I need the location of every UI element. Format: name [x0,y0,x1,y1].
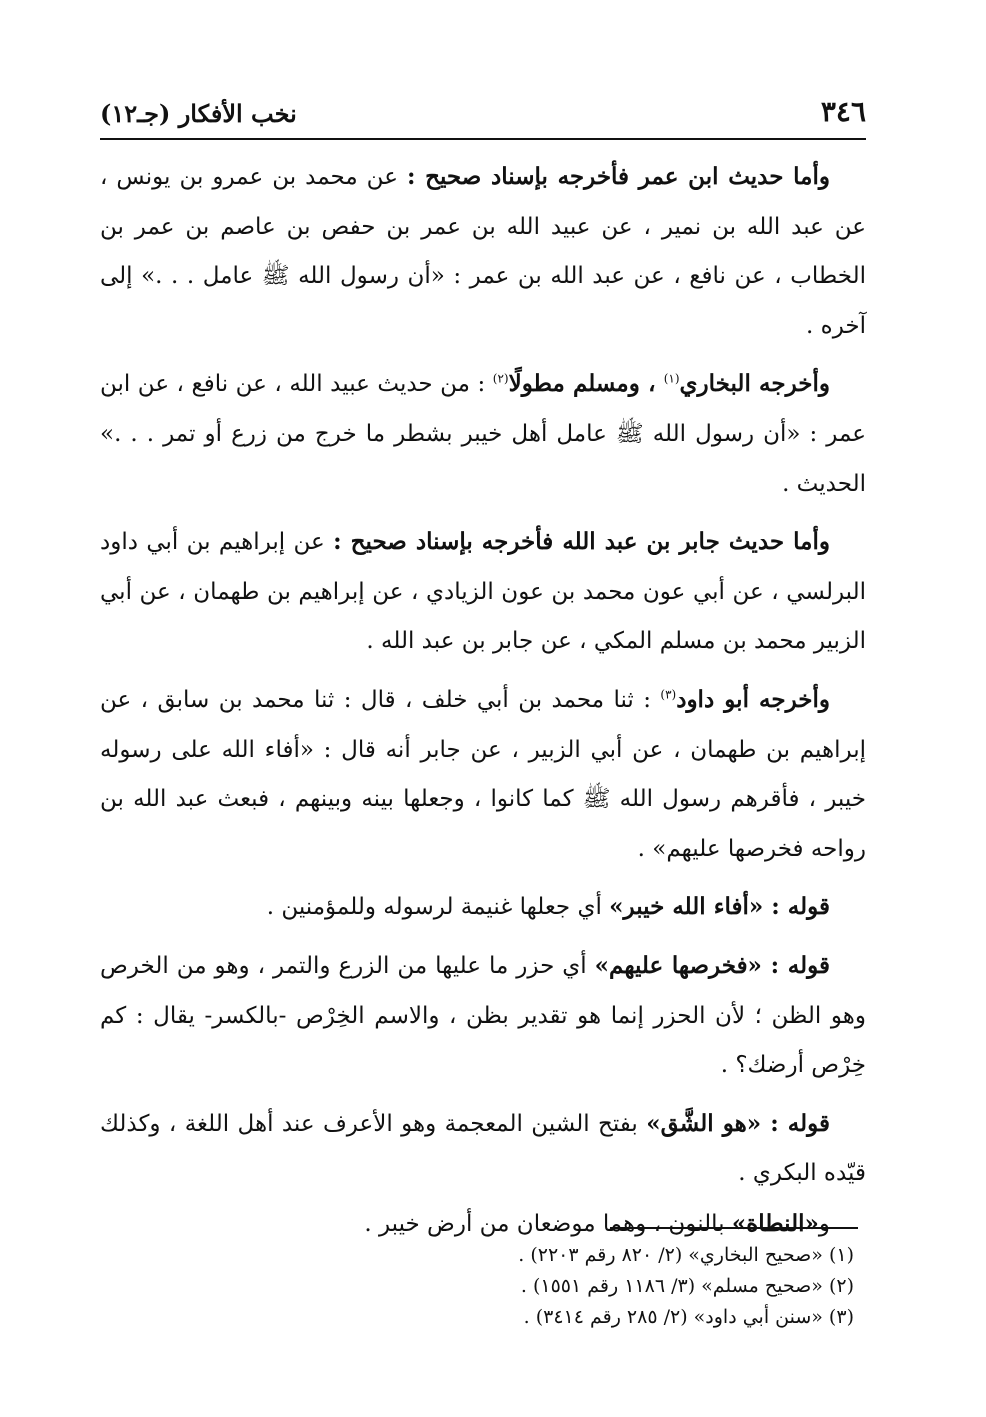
footnote-ref-1[interactable]: (١) [663,371,680,386]
paragraph-abu-dawud [100,675,866,874]
paragraph-lead: قوله : «فخرصها عليهم» [594,951,830,979]
paragraph-text: أي حزر ما عليها من الزرع والتمر ، وهو من الخرص وهو الظن ؛ لأن الحزر إنما هو تقدير بظن ، والاسم الخِرْص -بالكسر- يقال : كم خِرْص أرضك؟ . [100,952,866,1079]
paragraph-text: أي جعلها غنيمة لرسوله وللمؤمنين . [266,894,610,921]
paragraph-text: : من حديث عبيد الله ، عن نافع ، عن ابن عمر : «أن رسول الله ﷺ عامل أهل خيبر بشطر ما خرج من زرع أو تمر . . .» الحديث . [100,371,866,497]
header-divider [100,138,866,140]
footnote-divider [610,1227,858,1229]
paragraph-lead: قوله : «أفاء الله خيبر» [609,893,830,921]
paragraph-prefix: و [818,1210,830,1237]
footnote-ref-2[interactable]: (٢) [492,371,509,386]
paragraph-lead: وأما حديث جابر بن عبد الله فأخرجه بإسناد صحيح : [333,528,830,556]
paragraph-text: : ثنا محمد بن أبي خلف ، قال : ثنا محمد بن سابق ، عن إبراهيم بن طهمان ، عن أبي الزبير ، عن جابر أنه قال : «أفاء الله على رسوله خيبر ، فأقرهم رسول الله ﷺ كما كانوا ، وجعلها بينه وبينهم ، فبعث عبد الله بن رواحه فخرصها عليهم» . [100,686,866,862]
paragraph-ibn-umar-hadith [100,152,866,351]
footnote-2: (٢) «صحيح مسلم» (٣/ ١١٨٦ رقم ١٥٥١) . [520,1275,854,1297]
paragraph-lead: ، ومسلم مطولًا [508,370,664,398]
paragraph-text: بفتح الشين المعجمة وهو الأعرف عند أهل اللغة ، وكذلك قيّده البكري . [100,1110,866,1187]
paragraph-lead: وأخرجه البخاري [679,370,830,398]
paragraph-lead: وأخرجه أبو داود [676,685,831,713]
footnote-1: (١) «صحيح البخاري» (٢/ ٨٢٠ رقم ٢٢٠٣) . [518,1244,854,1266]
page-number: ٣٤٦ [820,95,866,128]
main-text [100,152,866,1249]
paragraph-lead: «النطاة» [731,1209,819,1237]
paragraph-afaa-explanation [100,882,866,933]
paragraph-kharasa-explanation [100,941,866,1091]
page-header [100,88,866,128]
footnotes [100,1240,866,1333]
paragraph-lead: وأما حديث ابن عمر فأخرجه بإسناد صحيح : [406,163,830,190]
paragraph-lead: قوله : «هو الشَّق» [646,1109,830,1137]
paragraph-text: بالنون ، وهما موضعان من أرض خيبر . [364,1210,732,1237]
paragraph-text: عن إبراهيم بن أبي داود البرلسي ، عن أبي عون محمد بن عون الزيادي ، عن إبراهيم بن طهمان ، عن أبي الزبير محمد بن مسلم المكي ، عن جابر بن عبد الله . [100,529,866,655]
running-title: نخب الأفكار (جـ١٢) [100,99,297,128]
paragraph-jabir-hadith [100,517,866,667]
footnote-ref-3[interactable]: (٣) [660,687,677,702]
paragraph-text: عن محمد بن عمرو بن يونس ، عن عبد الله بن نمير ، عن عبيد الله بن عمر بن حفص بن عاصم بن عمر بن الخطاب ، عن نافع ، عن عبد الله بن عمر : «أن رسول الله ﷺ عامل . . .» إلى آخره . [100,164,866,339]
footnote-3: (٣) «سنن أبي داود» (٢/ ٢٨٥ رقم ٣٤١٤) . [523,1306,854,1328]
paragraph-shaqq-explanation [100,1099,866,1199]
paragraph-bukhari-muslim [100,359,866,509]
